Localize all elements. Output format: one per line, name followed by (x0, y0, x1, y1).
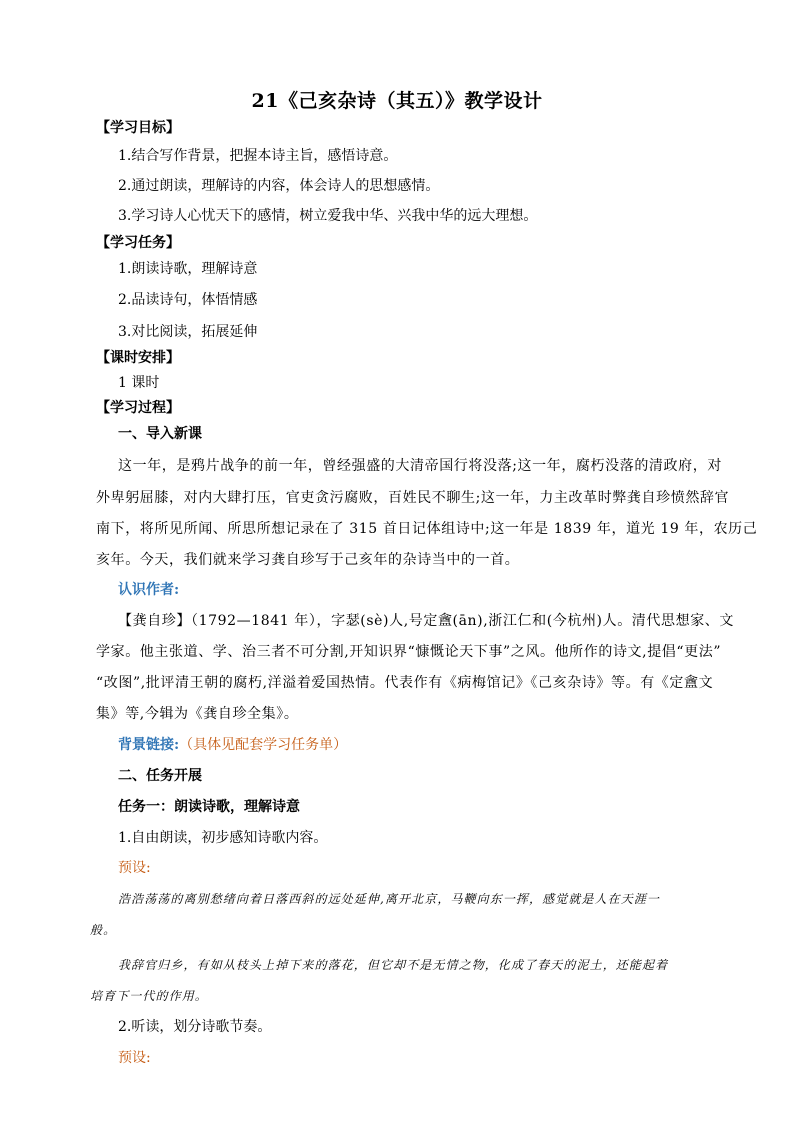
task1-step1: 1.自由朗读，初步感知诗歌内容。 (118, 830, 328, 846)
preset-label: 预设: (118, 860, 151, 876)
objective-item: 3.学习诗人心忧天下的感情，树立爱我中华、兴我中华的远大理想。 (118, 208, 538, 224)
intro-paragraph-line: 亥年。今天，我们就来学习龚自珍写于己亥年的杂诗当中的一首。 (96, 552, 520, 568)
background-note: （具体见配套学习任务单） (179, 737, 348, 753)
author-paragraph-line: 学家。他主张道、学、治三者不可分割,开知识界“慷慨论天下事”之风。他所作的诗文,提倡“更法” (96, 644, 722, 660)
section-title-tasks: 二、任务开展 (118, 768, 202, 784)
intro-paragraph-line: 这一年，是鸦片战争的前一年，曾经强盛的大清帝国行将没落;这一年，腐朽没落的清政府，对 (118, 458, 722, 474)
task1-title: 任务一：朗读诗歌，理解诗意 (118, 799, 300, 815)
objective-item: 1.结合写作背景，把握本诗主旨，感悟诗意。 (118, 148, 398, 164)
page-title: 21《己亥杂诗（其五）》教学设计 (251, 90, 543, 112)
intro-paragraph-line: 南下，将所见所闻、所思所想记录在了 315 首日记体组诗中;这一年是 1839 年，道光 19 年，农历己 (96, 521, 758, 537)
task-item: 2.品读诗句，体悟情感 (118, 292, 258, 308)
schedule-heading: 【课时安排】 (96, 350, 180, 366)
author-paragraph-line: 【龚自珍】（1792—1841 年），字瑟(sè)人,号定盦(ān),浙江仁和(今杭州)人。清代思想家、文 (118, 613, 735, 629)
task-item: 1.朗读诗歌，理解诗意 (118, 261, 258, 277)
preset-label: 预设: (118, 1050, 151, 1066)
objective-item: 2.通过朗读，理解诗的内容，体会诗人的思想感情。 (118, 178, 440, 194)
process-heading: 【学习过程】 (96, 400, 180, 416)
tasks-heading: 【学习任务】 (96, 235, 180, 251)
task-item: 3.对比阅读，拓展延伸 (118, 324, 258, 340)
preset-answer-line: 浩浩荡荡的离别愁绪向着日落西斜的远处延伸,离开北京，马鞭向东一挥，感觉就是人在天涯一 (118, 892, 661, 906)
preset-answer-line: 培育下一代的作用。 (90, 989, 208, 1003)
background-label: 背景链接: (118, 737, 180, 753)
preset-answer-line: 我辞官归乡，有如从枝头上掉下来的落花，但它却不是无情之物，化成了春天的泥土，还能起着 (118, 958, 669, 972)
task1-step2: 2.听读，划分诗歌节奏。 (118, 1019, 272, 1035)
intro-paragraph-line: 外卑躬屈膝，对内大肆打压，官吏贪污腐败，百姓民不聊生;这一年，力主改革时弊龚自珍愤然辞官 (96, 490, 730, 506)
preset-answer-line: 般。 (90, 923, 117, 937)
author-paragraph-line: “改图”,批评清王朝的腐朽,洋溢着爱国热情。代表作有《病梅馆记》《己亥杂诗》等。有《定盦文 (96, 675, 714, 691)
author-paragraph-line: 集》等,今辑为《龚自珍全集》。 (96, 706, 299, 722)
background-link-line (118, 735, 347, 755)
objectives-heading: 【学习目标】 (96, 120, 180, 136)
schedule-value: 1 课时 (118, 375, 160, 391)
section-title-intro: 一、导入新课 (118, 426, 202, 442)
author-label: 认识作者: (118, 582, 180, 598)
